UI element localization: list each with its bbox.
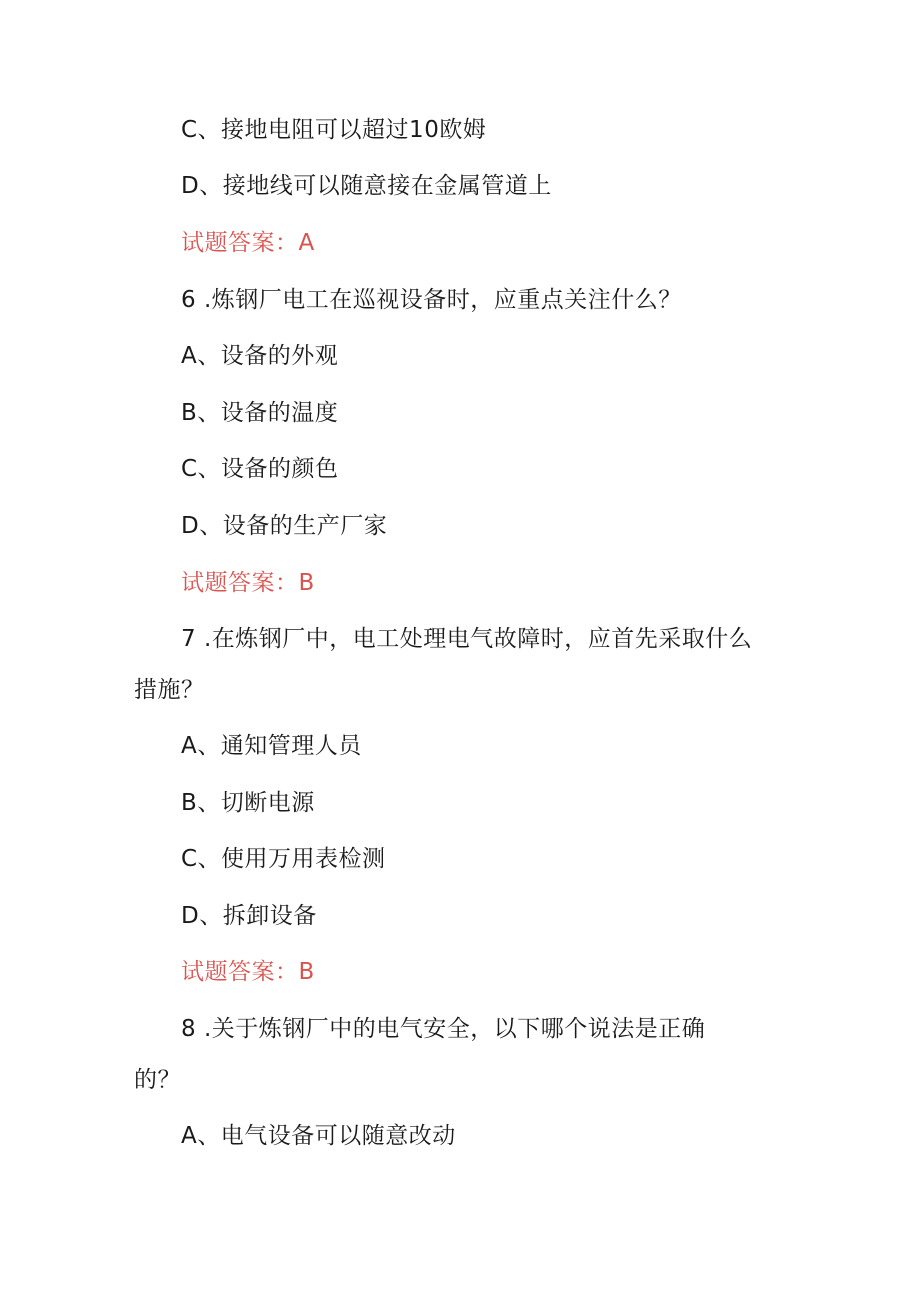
question-8: 8 .关于炼钢厂中的电气安全，以下哪个说法是正确 [181, 1016, 706, 1042]
option-c-q7: C、使用万用表检测 [181, 846, 386, 872]
question-8-continued: 的？ [134, 1067, 181, 1093]
option-a-q6: A、设备的外观 [181, 343, 339, 369]
option-a-q7: A、通知管理人员 [181, 733, 362, 759]
answer-q7: 试题答案：B [181, 959, 315, 985]
option-d-q7: D、拆卸设备 [181, 903, 317, 929]
question-7-continued: 措施？ [134, 677, 205, 703]
option-d-q6: D、设备的生产厂家 [181, 513, 388, 539]
option-a-q8: A、电气设备可以随意改动 [181, 1123, 456, 1149]
option-c-q5: C、接地电阻可以超过10欧姆 [181, 117, 487, 143]
answer-q6: 试题答案：B [181, 570, 315, 596]
option-b-q6: B、设备的温度 [181, 400, 339, 426]
answer-q5: 试题答案：A [181, 230, 315, 256]
option-d-q5: D、接地线可以随意接在金属管道上 [181, 173, 552, 199]
question-7: 7 .在炼钢厂中，电工处理电气故障时，应首先采取什么 [181, 626, 753, 652]
question-6: 6 .炼钢厂电工在巡视设备时，应重点关注什么？ [181, 287, 682, 313]
option-b-q7: B、切断电源 [181, 790, 315, 816]
option-c-q6: C、设备的颜色 [181, 456, 339, 482]
